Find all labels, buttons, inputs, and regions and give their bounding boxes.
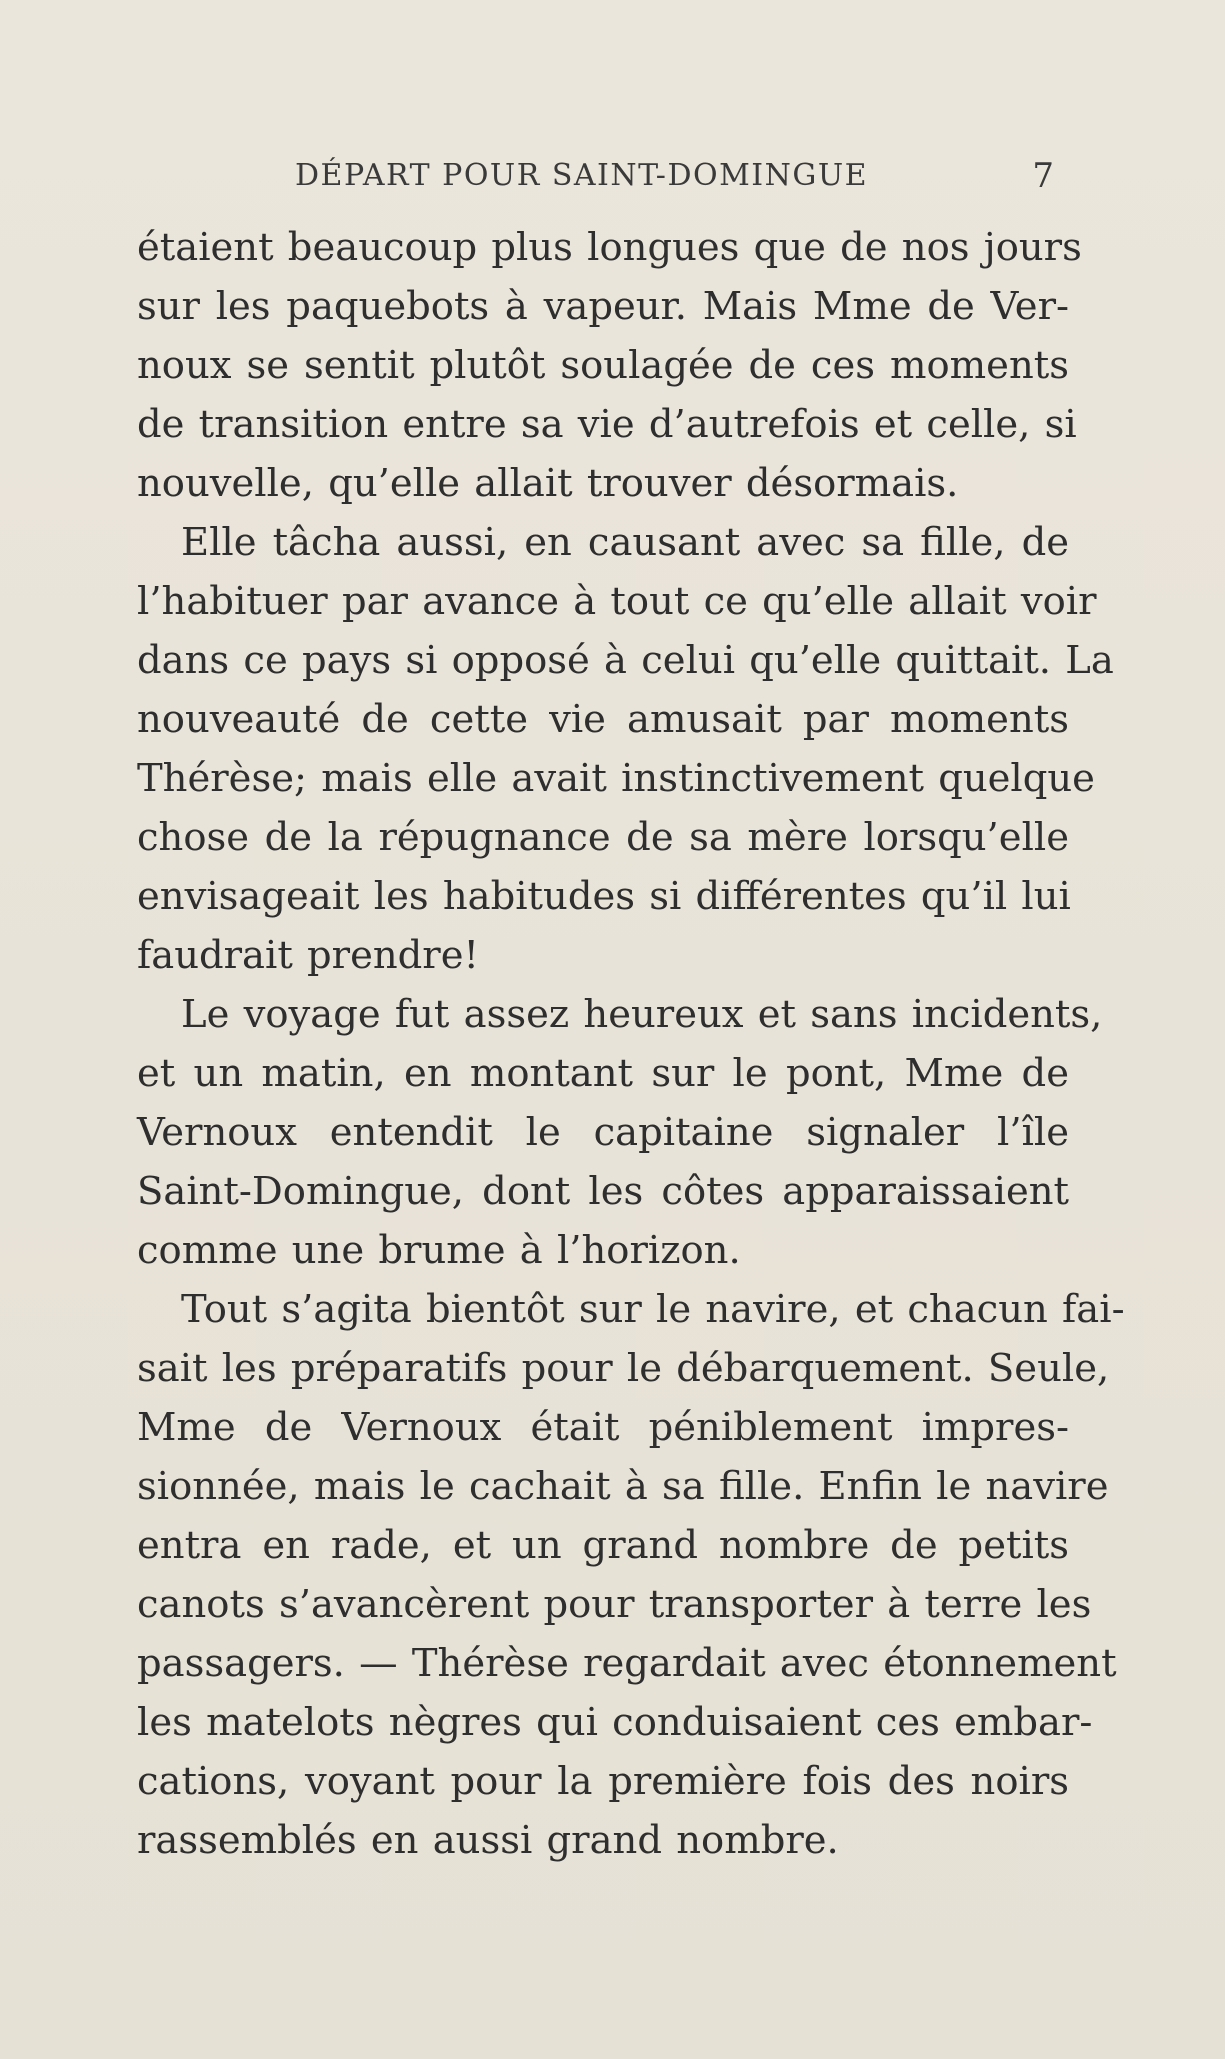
text-line: canots s’avancèrent pour transporter à terre les — [137, 1582, 1092, 1627]
text-line: chose de la répugnance de sa mère lorsqu’elle — [137, 815, 1069, 860]
paragraph — [137, 513, 1114, 985]
text-line: de transition entre sa vie d’autrefois et celle, si — [137, 402, 1077, 447]
text-line: faudrait prendre! — [137, 933, 479, 978]
text-line: nouvelle, qu’elle allait trouver désormais. — [137, 461, 959, 506]
text-line: Le voyage fut assez heureux et sans incidents, — [181, 992, 1103, 1037]
text-line: comme une brume à l’horizon. — [137, 1228, 741, 1273]
paragraph — [137, 218, 1082, 513]
text-line: Mme de Vernoux était péniblement impres- — [137, 1405, 1069, 1450]
text-line: rassemblés en aussi grand nombre. — [137, 1818, 839, 1863]
text-line: dans ce pays si opposé à celui qu’elle quittait. La — [137, 638, 1114, 683]
text-line: Tout s’agita bientôt sur le navire, et chacun fai- — [181, 1287, 1125, 1332]
text-line: sait les préparatifs pour le débarquement. Seule, — [137, 1346, 1110, 1391]
text-line: Elle tâcha aussi, en causant avec sa fille, de — [181, 520, 1069, 565]
text-line: entra en rade, et un grand nombre de petits — [137, 1523, 1069, 1568]
text-line: sur les paquebots à vapeur. Mais Mme de Ver- — [137, 284, 1069, 329]
text-line: sionnée, mais le cachait à sa fille. Enfin le navire — [137, 1464, 1109, 1509]
text-line: Saint-Domingue, dont les côtes apparaissaient — [137, 1169, 1069, 1214]
body-text — [137, 218, 1125, 1870]
paragraph — [137, 1280, 1125, 1870]
text-line: envisageait les habitudes si différentes qu’il lui — [137, 874, 1071, 919]
text-line: noux se sentit plutôt soulagée de ces moments — [137, 343, 1069, 388]
text-line: les matelots nègres qui conduisaient ces embar- — [137, 1700, 1093, 1745]
text-line: et un matin, en montant sur le pont, Mme de — [137, 1051, 1069, 1096]
text-line: nouveauté de cette vie amusait par moments — [137, 697, 1069, 742]
text-line: étaient beaucoup plus longues que de nos jours — [137, 225, 1082, 270]
text-line: Thérèse; mais elle avait instinctivement quelque — [137, 756, 1095, 801]
text-line: l’habituer par avance à tout ce qu’elle allait voir — [137, 579, 1097, 624]
running-head — [140, 156, 1058, 202]
page-number: 7 — [1032, 156, 1054, 196]
text-line: passagers. — Thérèse regardait avec étonnement — [137, 1641, 1117, 1686]
running-title: DÉPART POUR SAINT-DOMINGUE — [295, 158, 869, 193]
text-line: Vernoux entendit le capitaine signaler l’île — [137, 1110, 1069, 1155]
paragraph — [137, 985, 1103, 1280]
text-line: cations, voyant pour la première fois des noirs — [137, 1759, 1069, 1804]
